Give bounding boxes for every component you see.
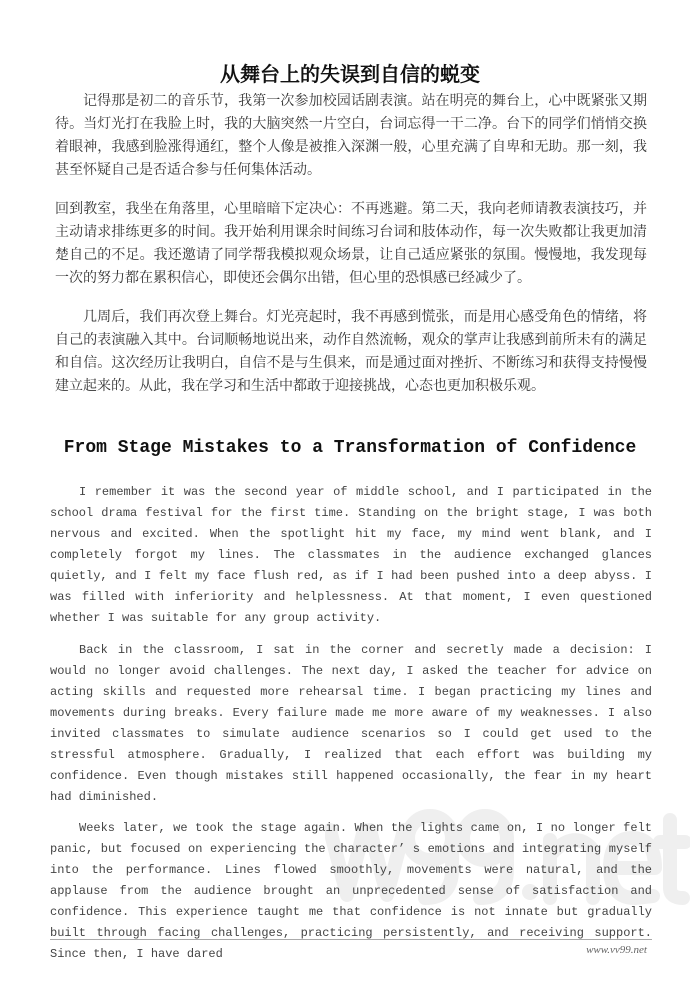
chinese-paragraph-1: 记得那是初二的音乐节，我第一次参加校园话剧表演。站在明亮的舞台上，心中既紧张又期待。当灯光打在我脸上时，我的大脑突然一片空白，台词忘得一干二净。台下的同学们悄悄交换着眼神，我感到脸涨得通红，整个人像是被推入深渊一般，心里充满了自卑和无助。那一刻，我甚至怀疑自己是否适合参与任何集体活动。 <box>55 93 647 178</box>
chinese-paragraph-3: 几周后，我们再次登上舞台。灯光亮起时，我不再感到慌张，而是用心感受角色的情绪，将自己的表演融入其中。台词顺畅地说出来，动作自然流畅，观众的掌声让我感到前所未有的满足和自信。这次经历让我明白，自信不是与生俱来，而是通过面对挫折、不断练习和获得支持慢慢建立起来的。从此，我在学习和生活中都敢于迎接挑战，心态也更加积极乐观。 <box>55 309 647 394</box>
english-paragraph-2: Back in the classroom, I sat in the corner and secretly made a decision: I would no longer avoid challenges. The next day, I asked the teacher for advice on acting skills and requested more rehearsal time. I began practicing my lines and movements during breaks. Every failure made me more aware of my weaknesses. I also invited classmates to simulate audience scenarios so I could get used to the stressful atmosphere. Gradually, I realized that each effort was building my confidence. Even though mistakes still happened occasionally, the fear in my heart had diminished. <box>50 642 652 804</box>
english-paragraph-1: I remember it was the second year of middle school, and I participated in the school drama festival for the first time. Standing on the bright stage, I was both nervous and excited. When the spotlight hit my face, my mind went blank, and I completely forgot my lines. The classmates in the audience exchanged glances quietly, and I felt my face flush red, as if I had been pushed into a deep abyss. I was filled with inferiority and helplessness. At that moment, I even questioned whether I was suitable for any group activity. <box>50 485 652 625</box>
english-paragraph-3: Weeks later, we took the stage again. When the lights came on, I no longer felt panic, but focused on experiencing the character’ s emotions and integrating myself into the performance. Lines flowed smoothly, movements were natural, and the applause from the audience brought an unprecedented sense of satisfaction and confidence. This experience taught me that confidence is not innate but gradually built through facing challenges, practicing persistently, and receiving support. Since then, I have dared <box>50 821 652 961</box>
footer-divider <box>50 939 652 940</box>
english-title: From Stage Mistakes to a Transformation of Confidence <box>63 438 637 458</box>
chinese-body <box>55 90 647 414</box>
english-body <box>50 482 652 976</box>
chinese-paragraph-2: 回到教室，我坐在角落里，心里暗暗下定决心：不再逃避。第二天，我向老师请教表演技巧，并主动请求排练更多的时间。我开始利用课余时间练习台词和肢体动作，每一次失败都让我更加清楚自己的不足。我还邀请了同学帮我模拟观众场景，让自己适应紧张的氛围。慢慢地，我发现每一次的努力都在累积信心，即使还会偶尔出错，但心里的恐惧感已经减少了。 <box>55 201 647 286</box>
footer-site-link[interactable]: www.vv99.net <box>586 944 647 956</box>
chinese-title: 从舞台上的失误到自信的蜕变 <box>220 62 480 86</box>
